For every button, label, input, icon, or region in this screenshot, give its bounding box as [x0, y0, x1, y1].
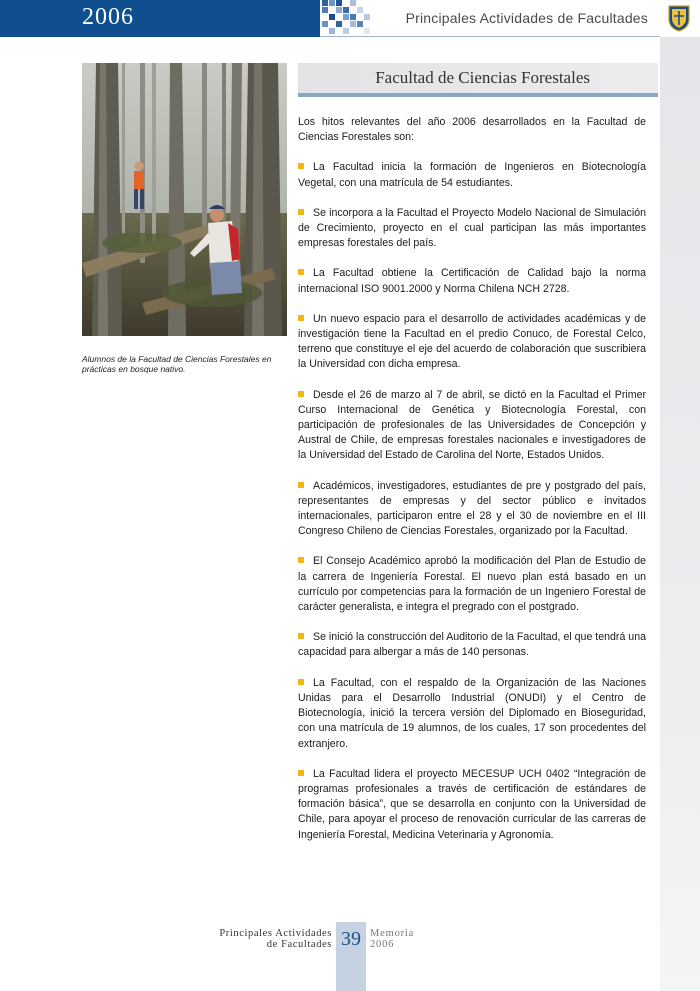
bullet-square-icon — [298, 163, 304, 169]
bullet-square-icon — [298, 482, 304, 488]
body-text — [298, 115, 646, 858]
list-item: Desde el 26 de marzo al 7 de abril, se dictó en la Facultad el Primer Curso Internacional de Genética y Biotecnología Forestal, con participación de profesionales de las Universidades de Concepción y Austral de Chile, de empresas forestales nacionales e investigadores de la Universidad del Estado de Carolina del Norte, Estados Unidos. — [298, 388, 646, 462]
header-band — [0, 0, 320, 37]
side-decoration-column — [660, 37, 700, 991]
header-rule — [320, 36, 660, 37]
list-item: La Facultad, con el respaldo de la Organización de las Naciones Unidas para el Desarrollo Industrial (ONUDI) y el Centro de Biotecnología, inició la tercera versión del Diplomado en Bioseguridad, con una matrícula de 19 alumnos, de los cuales, 17 son procedentes del extranjero. — [298, 676, 646, 750]
list-item: Se incorpora a la Facultad el Proyecto Modelo Nacional de Simulación de Crecimiento, proyecto en el cual participan las más importantes empresas forestales del país. — [298, 206, 646, 250]
forest-practice-photo — [82, 63, 287, 336]
list-item: Académicos, investigadores, estudiantes de pre y postgrado del país, representantes de empresas y del sector público e invitados internacionales, participaron entre el 28 y el 30 de noviembre en el III Congreso Chileno de Ciencias Forestales, organizado por la Facultad. — [298, 479, 646, 538]
list-item: Se inició la construcción del Auditorio de la Facultad, el que tendrá una capacidad para albergar a más de 140 personas. — [298, 631, 646, 659]
footer-year-label: 2006 — [370, 939, 395, 950]
header-mosaic-decoration — [322, 0, 378, 37]
list-item: La Facultad lidera el proyecto MECESUP UCH 0402 “Integración de programas profesionales a través de certificación de estándares de formación básica”, que se desarrolla en conjunto con la Universidad de Chile, para apoyar el proceso de renovación curricular de las carreras de Ingeniería Forestal, Medicina Veterinaria y Agronomía. — [298, 767, 646, 841]
bullet-square-icon — [298, 633, 304, 639]
list-item: La Facultad obtiene la Certificación de Calidad bajo la norma internacional ISO 9001.2000 y Norma Chilena NCH 2728. — [298, 267, 646, 295]
bullet-square-icon — [298, 557, 304, 563]
footer-label-line1: Principales Actividades — [219, 928, 332, 939]
bullet-square-icon — [298, 209, 304, 215]
bullet-square-icon — [298, 770, 304, 776]
footer-publication-label — [370, 928, 414, 950]
university-shield-icon — [668, 5, 690, 32]
footer-label-line2: de Facultades — [266, 939, 332, 950]
header-year: 2006 — [82, 4, 134, 30]
list-item: Un nuevo espacio para el desarrollo de actividades académicas y de investigación tiene la Facultad en el predio Conuco, de Forestal Celco, terreno que constituye el eje del acuerdo de colaboración que suscribiera la Universidad con dicha empresa. — [298, 312, 646, 371]
footer-section-label — [190, 928, 332, 950]
page-number: 39 — [341, 928, 361, 950]
photo-caption: Alumnos de la Facultad de Ciencias Forestales en prácticas en bosque nativo. — [82, 354, 272, 374]
bullet-square-icon — [298, 679, 304, 685]
list-item: El Consejo Académico aprobó la modificación del Plan de Estudio de la carrera de Ingeniería Forestal. El nuevo plan está basado en un currículo por competencias para la formación de un Ingeniero Forestal de carácter generalista, e integra el pregrado con el postgrado. — [298, 555, 646, 614]
bullet-square-icon — [298, 391, 304, 397]
intro-paragraph: Los hitos relevantes del año 2006 desarrollados en la Facultad de Ciencias Forestales son: — [298, 116, 646, 144]
section-heading-bar — [298, 63, 658, 97]
running-title: Principales Actividades de Facultades — [405, 10, 648, 26]
bullet-square-icon — [298, 315, 304, 321]
section-title: Facultad de Ciencias Forestales — [375, 68, 590, 87]
footer-memoria-label: Memoria — [370, 928, 415, 939]
bullet-square-icon — [298, 269, 304, 275]
list-item: La Facultad inicia la formación de Ingenieros en Biotecnología Vegetal, con una matrícula de 54 estudiantes. — [298, 161, 646, 189]
